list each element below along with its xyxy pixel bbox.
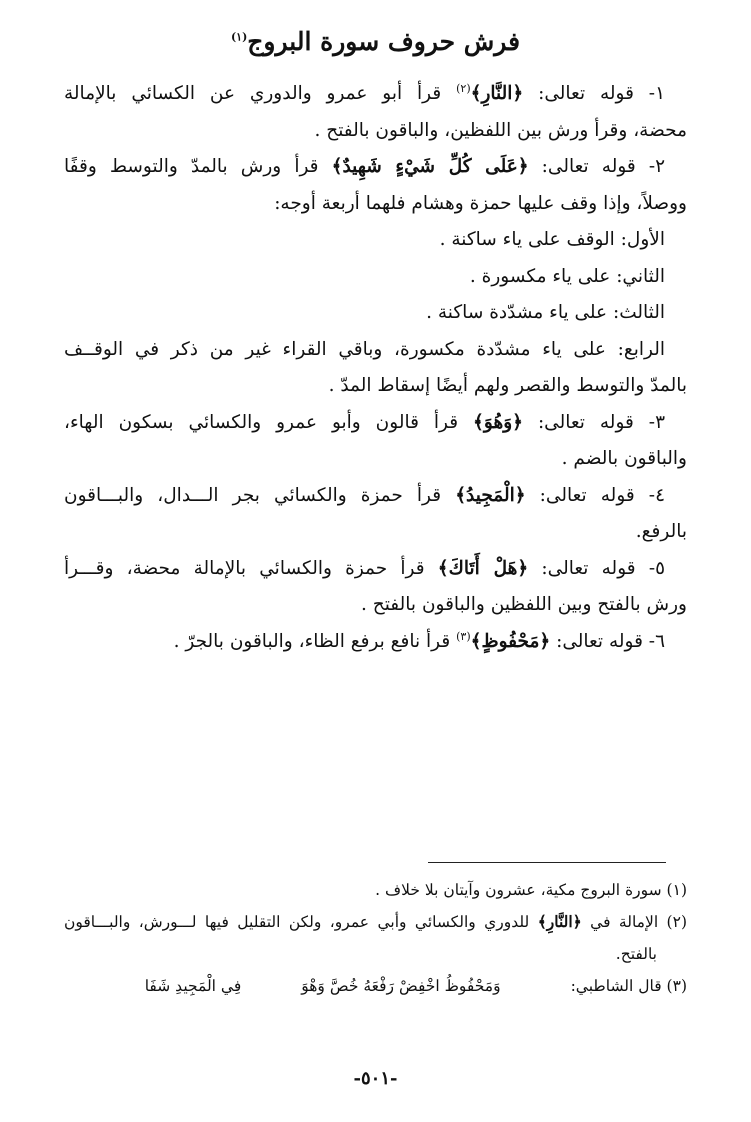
item-5-line-1: [64, 551, 687, 588]
wajh-2: الثاني: على ياء مكسورة .: [469, 265, 665, 287]
footnote-2: [64, 906, 687, 938]
footnote-2-intro: (٢) الإمالة في: [581, 913, 687, 931]
item-2-text: قرأ ورش بالمدّ والتوسط وقفًا: [64, 156, 332, 177]
item-3-text: قرأ قالون وأبو عمرو والكسائي بسكون الهاء،: [64, 411, 474, 433]
item-1-intro: ١- قوله تعالى:: [523, 83, 665, 104]
item-5-text: قرأ حمزة والكسائي بالإمالة محضة، وقـــرأ: [64, 557, 438, 579]
shatibi-verse-first-half: وَمَحْفُوظُ اخْفِضْ رَفْعَهُ خُصَّ وَهْوَ: [301, 977, 501, 995]
shatibi-verse-second-half: فِي الْمَجِيدِ شَفَا: [144, 977, 242, 995]
quran-word-wahuwa: ﴿وَهُوَ﴾: [473, 411, 523, 433]
item-6-line-1: [64, 624, 687, 661]
footnotes: [64, 874, 687, 1002]
footnote-ref-3: (٣): [456, 629, 471, 643]
item-2-intro: ٢- قوله تعالى:: [528, 156, 666, 177]
footnote-ref-2: (٢): [456, 81, 471, 95]
quran-phrase-shahid: ﴿عَلَى كُلِّ شَيْءٍ شَهِيدٌ﴾: [331, 156, 529, 177]
item-5-intro: ٥- قوله تعالى:: [528, 557, 666, 579]
wajh-3: الثالث: على ياء مشدّدة ساكنة .: [426, 302, 665, 323]
title-text: فرش حروف سورة البروج: [247, 27, 521, 56]
quran-word-al-majid: ﴿الْمَجِيدُ﴾: [455, 484, 526, 506]
item-1-line-2: محضة، وقرأ ورش بين اللفظين، والباقون بالفتح .: [314, 119, 687, 141]
item-5-line-2: ورش بالفتح وبين اللفظين والباقون بالفتح .: [361, 594, 687, 615]
item-2-line-1: [64, 149, 687, 186]
footnote-2-continuation: بالفتح.: [615, 945, 657, 963]
main-text: [64, 76, 687, 660]
footnote-1: (١) سورة البروج مكية، عشرون وآيتان بلا خلاف .: [375, 881, 687, 899]
item-1-text: قرأ أبو عمرو والدوري عن الكسائي بالإمالة: [64, 83, 457, 104]
item-4-line-2: بالرفع.: [635, 521, 687, 542]
item-4-intro: ٤- قوله تعالى:: [525, 484, 665, 506]
wajh-4-line-2: بالمدّ والتوسط والقصر ولهم أيضًا إسقاط المدّ .: [328, 375, 687, 396]
item-1-line-1: [64, 76, 687, 113]
quran-word-mahfuz: ﴿مَحْفُوظٍ﴾: [470, 630, 551, 652]
footnote-3-label: (٣) قال الشاطبي:: [570, 977, 687, 995]
title-footnote-ref: (١): [230, 30, 248, 44]
item-2-line-2: ووصلاً، وإذا وقف عليها حمزة وهشام فلهما أربعة أوجه:: [274, 192, 687, 214]
wajh-4-line-1: الرابع: على ياء مشدّدة مكسورة، وباقي القراء غير من ذكر في الوقــف: [64, 338, 665, 360]
item-3-intro: ٣- قوله تعالى:: [522, 411, 665, 433]
item-3-line-1: [64, 405, 687, 442]
item-3-line-2: والباقون بالضم .: [561, 448, 687, 469]
quran-word-al-nar: ﴿النَّارِ﴾: [470, 83, 524, 104]
item-4-text: قرأ حمزة والكسائي بجر الـــدال، والبـــاقون: [64, 484, 456, 506]
footnote-3: [64, 970, 687, 1002]
item-6-intro: ٦- قوله تعالى:: [550, 630, 665, 652]
quran-phrase-hal-ataka: ﴿هَلْ أَتَاكَ﴾: [437, 557, 529, 579]
page-title: [0, 22, 751, 62]
footnote-2-text: للدوري والكسائي وأبي عمرو، ولكن التقليل فيها لـــورش، والبـــاقون: [64, 913, 538, 931]
page-number: -٥٠١-: [353, 1068, 398, 1089]
item-6-text: قرأ نافع برفع الظاء، والباقون بالجرّ .: [173, 630, 457, 652]
footnote-2-quran-word: ﴿النَّارِ﴾: [537, 912, 582, 931]
wajh-1: الأول: الوقف على ياء ساكنة .: [439, 229, 665, 250]
item-4-line-1: [64, 478, 687, 515]
footnote-separator: [428, 862, 666, 863]
